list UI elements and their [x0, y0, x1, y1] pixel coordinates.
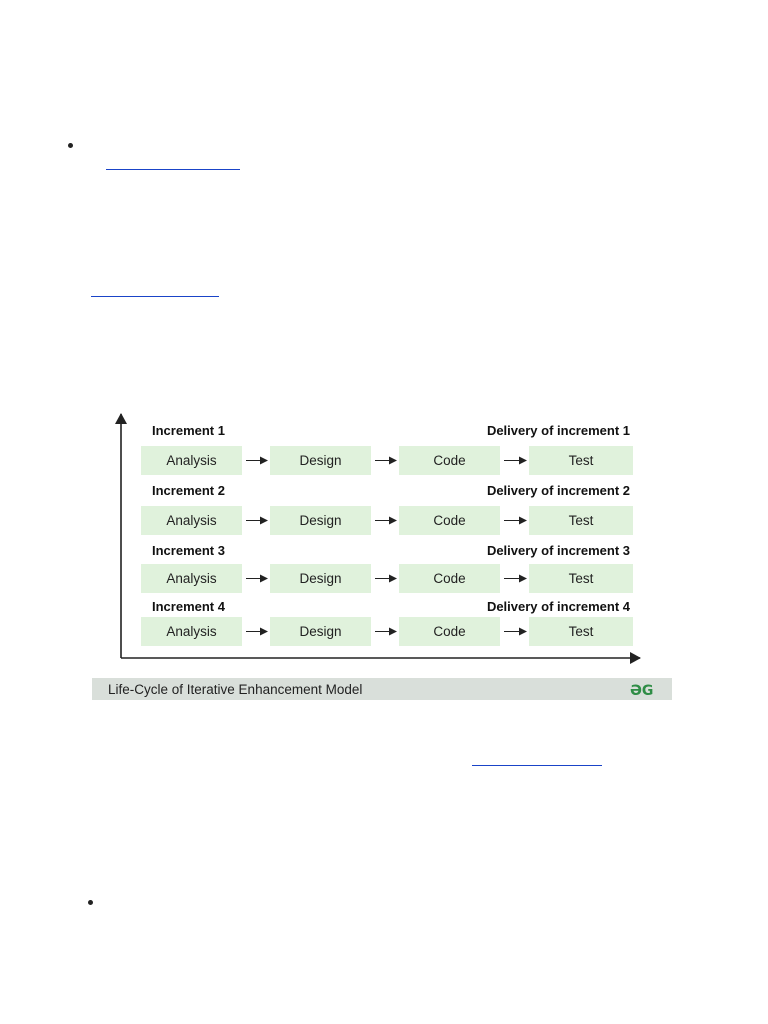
- stage-label: Design: [299, 513, 342, 528]
- stage-label: Analysis: [166, 513, 217, 528]
- stage-label: Analysis: [166, 571, 217, 586]
- diagram-caption: Life-Cycle of Iterative Enhancement Model: [108, 682, 363, 697]
- delivery-label: Delivery of increment 2: [486, 483, 630, 498]
- delivery-label: Delivery of increment 1: [486, 423, 630, 438]
- delivery-label: Delivery of increment 3: [486, 543, 630, 558]
- stage-label: Design: [299, 624, 342, 639]
- stage-label: Code: [433, 571, 466, 586]
- increment-title: Increment 4: [152, 599, 225, 614]
- stage-label: Test: [568, 453, 594, 468]
- increment-title: Increment 3: [152, 543, 225, 558]
- increment-title: Increment 2: [152, 483, 225, 498]
- gfg-logo: ƏG: [630, 683, 654, 699]
- increment-title: Increment 1: [152, 423, 225, 438]
- stage-label: Test: [568, 624, 594, 639]
- stage-label: Analysis: [166, 624, 217, 639]
- stage-label: Analysis: [166, 453, 217, 468]
- stage-label: Code: [433, 513, 466, 528]
- stage-label: Code: [433, 453, 466, 468]
- stage-label: Design: [299, 453, 342, 468]
- stage-label: Design: [299, 571, 342, 586]
- stage-label: Test: [568, 513, 594, 528]
- stage-label: Test: [568, 571, 594, 586]
- stage-label: Code: [433, 624, 466, 639]
- delivery-label: Delivery of increment 4: [486, 599, 630, 614]
- increment-rows: [141, 423, 633, 646]
